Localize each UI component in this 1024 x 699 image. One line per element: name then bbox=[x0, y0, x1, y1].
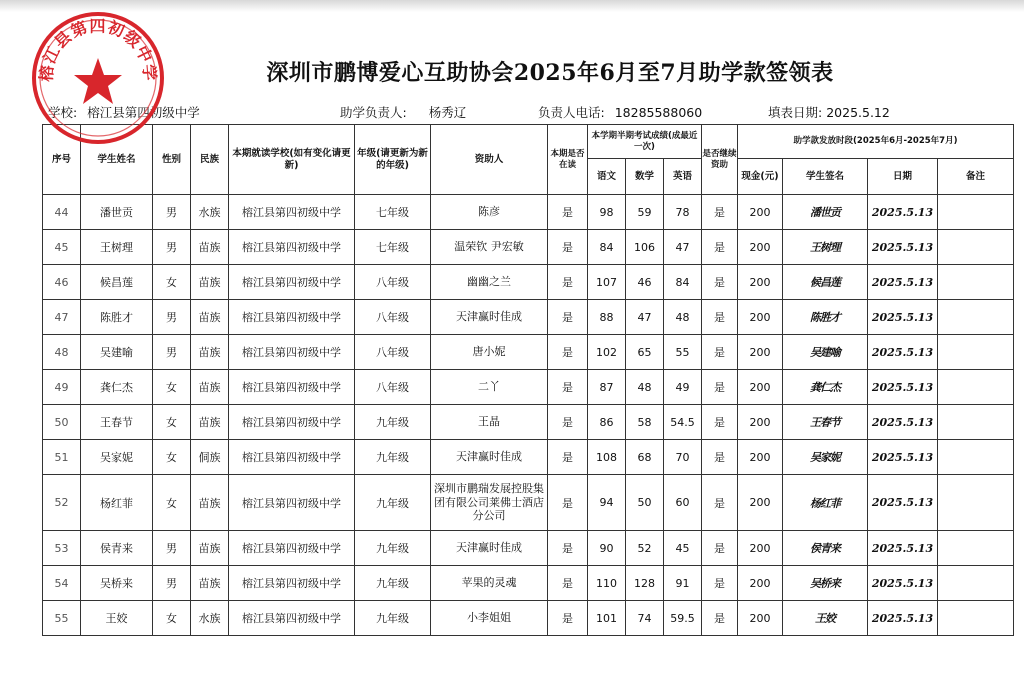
cell-grade: 七年级 bbox=[355, 230, 431, 265]
cell-signature: 王树理 bbox=[783, 230, 868, 265]
cell-signature: 吴桥来 bbox=[783, 566, 868, 601]
cell-math: 46 bbox=[626, 265, 664, 300]
col-enrolled-header: 本期是否在读 bbox=[548, 125, 588, 195]
cell-continue: 是 bbox=[702, 531, 738, 566]
col-name-header: 学生姓名 bbox=[81, 125, 153, 195]
cell-math: 128 bbox=[626, 566, 664, 601]
cell-sign-date: 2025.5.13 bbox=[868, 405, 938, 440]
cell-no: 54 bbox=[43, 566, 81, 601]
cell-signature: 王姣 bbox=[783, 601, 868, 636]
cell-continue: 是 bbox=[702, 300, 738, 335]
cell-continue: 是 bbox=[702, 405, 738, 440]
cell-school: 榕江县第四初级中学 bbox=[229, 531, 355, 566]
col-cash-header: 现金(元) bbox=[738, 159, 783, 195]
cell-signature: 龚仁杰 bbox=[783, 370, 868, 405]
cell-signature: 王春节 bbox=[783, 405, 868, 440]
seal-star-icon bbox=[74, 58, 122, 104]
manager-field bbox=[340, 103, 466, 121]
cell-name: 候昌莲 bbox=[81, 265, 153, 300]
cell-no: 50 bbox=[43, 405, 81, 440]
cell-cash: 200 bbox=[738, 300, 783, 335]
cell-name: 陈胜才 bbox=[81, 300, 153, 335]
col-continue-header: 是否继续资助 bbox=[702, 125, 738, 195]
cell-math: 74 bbox=[626, 601, 664, 636]
cell-chinese: 98 bbox=[588, 195, 626, 230]
cell-chinese: 87 bbox=[588, 370, 626, 405]
cell-signature: 吴家妮 bbox=[783, 440, 868, 475]
col-ethnicity-header: 民族 bbox=[191, 125, 229, 195]
cell-chinese: 107 bbox=[588, 265, 626, 300]
cell-sign-date: 2025.5.13 bbox=[868, 531, 938, 566]
cell-english: 48 bbox=[664, 300, 702, 335]
cell-school: 榕江县第四初级中学 bbox=[229, 566, 355, 601]
cell-cash: 200 bbox=[738, 601, 783, 636]
cell-continue: 是 bbox=[702, 370, 738, 405]
cell-ethnicity: 苗族 bbox=[191, 335, 229, 370]
date-field bbox=[768, 103, 890, 121]
cell-name: 吴家妮 bbox=[81, 440, 153, 475]
cell-enrolled: 是 bbox=[548, 601, 588, 636]
cell-no: 55 bbox=[43, 601, 81, 636]
table-row bbox=[43, 370, 1014, 405]
cell-donor: 深圳市鹏瑞发展控股集团有限公司莱佛士酒店分公司 bbox=[431, 475, 548, 531]
cell-ethnicity: 苗族 bbox=[191, 300, 229, 335]
cell-name: 王姣 bbox=[81, 601, 153, 636]
page-title: 深圳市鹏博爱心互助协会2025年6月至7月助学款签领表 bbox=[266, 60, 834, 86]
table-row bbox=[43, 300, 1014, 335]
col-school-header: 本期就读学校(如有变化请更新) bbox=[229, 125, 355, 195]
cell-ethnicity: 水族 bbox=[191, 601, 229, 636]
cell-ethnicity: 苗族 bbox=[191, 370, 229, 405]
cell-math: 65 bbox=[626, 335, 664, 370]
cell-math: 68 bbox=[626, 440, 664, 475]
cell-enrolled: 是 bbox=[548, 265, 588, 300]
cell-gender: 女 bbox=[153, 475, 191, 531]
cell-school: 榕江县第四初级中学 bbox=[229, 300, 355, 335]
col-no-header: 序号 bbox=[43, 125, 81, 195]
phone-label: 负责人电话: bbox=[538, 105, 605, 120]
cell-chinese: 86 bbox=[588, 405, 626, 440]
cell-chinese: 101 bbox=[588, 601, 626, 636]
cell-grade: 九年级 bbox=[355, 566, 431, 601]
cell-ethnicity: 苗族 bbox=[191, 475, 229, 531]
header-row bbox=[43, 125, 1014, 159]
cell-donor: 陈彦 bbox=[431, 195, 548, 230]
cell-enrolled: 是 bbox=[548, 405, 588, 440]
cell-grade: 九年级 bbox=[355, 475, 431, 531]
cell-signature: 侯青来 bbox=[783, 531, 868, 566]
cell-enrolled: 是 bbox=[548, 475, 588, 531]
official-seal bbox=[28, 8, 168, 148]
col-date-header: 日期 bbox=[868, 159, 938, 195]
cell-cash: 200 bbox=[738, 566, 783, 601]
cell-enrolled: 是 bbox=[548, 531, 588, 566]
cell-grade: 八年级 bbox=[355, 370, 431, 405]
cell-grade: 九年级 bbox=[355, 531, 431, 566]
cell-continue: 是 bbox=[702, 566, 738, 601]
cell-english: 47 bbox=[664, 230, 702, 265]
phone-field bbox=[538, 103, 702, 121]
cell-no: 51 bbox=[43, 440, 81, 475]
cell-donor: 天津赢时佳成 bbox=[431, 440, 548, 475]
cell-school: 榕江县第四初级中学 bbox=[229, 195, 355, 230]
cell-no: 44 bbox=[43, 195, 81, 230]
cell-enrolled: 是 bbox=[548, 230, 588, 265]
phone-value: 18285588060 bbox=[614, 105, 703, 120]
cell-donor: 唐小妮 bbox=[431, 335, 548, 370]
cell-math: 106 bbox=[626, 230, 664, 265]
cell-no: 49 bbox=[43, 370, 81, 405]
cell-chinese: 84 bbox=[588, 230, 626, 265]
cell-ethnicity: 水族 bbox=[191, 195, 229, 230]
cell-cash: 200 bbox=[738, 405, 783, 440]
cell-continue: 是 bbox=[702, 230, 738, 265]
stipend-table bbox=[42, 124, 1014, 636]
cell-no: 48 bbox=[43, 335, 81, 370]
date-label: 填表日期: bbox=[768, 105, 823, 120]
cell-grade: 八年级 bbox=[355, 300, 431, 335]
cell-remarks bbox=[938, 230, 1014, 265]
cell-name: 侯青来 bbox=[81, 531, 153, 566]
cell-school: 榕江县第四初级中学 bbox=[229, 601, 355, 636]
cell-ethnicity: 侗族 bbox=[191, 440, 229, 475]
cell-name: 杨红菲 bbox=[81, 475, 153, 531]
cell-donor: 温荣钦 尹宏敏 bbox=[431, 230, 548, 265]
table-row bbox=[43, 265, 1014, 300]
table-row bbox=[43, 475, 1014, 531]
cell-grade: 九年级 bbox=[355, 405, 431, 440]
cell-name: 龚仁杰 bbox=[81, 370, 153, 405]
cell-school: 榕江县第四初级中学 bbox=[229, 265, 355, 300]
col-gender-header: 性别 bbox=[153, 125, 191, 195]
school-label: 学校: bbox=[48, 105, 78, 120]
col-scores-header: 本学期半期考试成绩(成最近一次) bbox=[588, 125, 702, 159]
cell-cash: 200 bbox=[738, 230, 783, 265]
cell-cash: 200 bbox=[738, 195, 783, 230]
cell-sign-date: 2025.5.13 bbox=[868, 230, 938, 265]
table-row bbox=[43, 531, 1014, 566]
cell-cash: 200 bbox=[738, 475, 783, 531]
cell-remarks bbox=[938, 195, 1014, 230]
cell-donor: 苹果的灵魂 bbox=[431, 566, 548, 601]
cell-math: 58 bbox=[626, 405, 664, 440]
cell-chinese: 90 bbox=[588, 531, 626, 566]
cell-sign-date: 2025.5.13 bbox=[868, 601, 938, 636]
cell-chinese: 108 bbox=[588, 440, 626, 475]
cell-sign-date: 2025.5.13 bbox=[868, 440, 938, 475]
cell-ethnicity: 苗族 bbox=[191, 265, 229, 300]
cell-math: 50 bbox=[626, 475, 664, 531]
cell-enrolled: 是 bbox=[548, 440, 588, 475]
cell-continue: 是 bbox=[702, 440, 738, 475]
cell-remarks bbox=[938, 531, 1014, 566]
cell-english: 60 bbox=[664, 475, 702, 531]
table-row bbox=[43, 230, 1014, 265]
cell-school: 榕江县第四初级中学 bbox=[229, 335, 355, 370]
table-row bbox=[43, 601, 1014, 636]
cell-signature: 吴建喻 bbox=[783, 335, 868, 370]
cell-school: 榕江县第四初级中学 bbox=[229, 370, 355, 405]
cell-grade: 八年级 bbox=[355, 335, 431, 370]
cell-chinese: 94 bbox=[588, 475, 626, 531]
cell-sign-date: 2025.5.13 bbox=[868, 475, 938, 531]
cell-donor: 小李姐姐 bbox=[431, 601, 548, 636]
cell-sign-date: 2025.5.13 bbox=[868, 566, 938, 601]
cell-no: 53 bbox=[43, 531, 81, 566]
cell-english: 70 bbox=[664, 440, 702, 475]
seal-text-path: 榕江县第四初级中学 bbox=[36, 16, 160, 83]
col-signature-header: 学生签名 bbox=[783, 159, 868, 195]
cell-name: 吴桥来 bbox=[81, 566, 153, 601]
cell-remarks bbox=[938, 335, 1014, 370]
cell-donor: 幽幽之兰 bbox=[431, 265, 548, 300]
cell-gender: 男 bbox=[153, 335, 191, 370]
cell-name: 潘世贡 bbox=[81, 195, 153, 230]
cell-remarks bbox=[938, 265, 1014, 300]
cell-english: 59.5 bbox=[664, 601, 702, 636]
cell-signature: 杨红菲 bbox=[783, 475, 868, 531]
table-row bbox=[43, 440, 1014, 475]
cell-school: 榕江县第四初级中学 bbox=[229, 440, 355, 475]
cell-no: 45 bbox=[43, 230, 81, 265]
cell-gender: 女 bbox=[153, 370, 191, 405]
cell-no: 46 bbox=[43, 265, 81, 300]
cell-name: 吴建喻 bbox=[81, 335, 153, 370]
cell-sign-date: 2025.5.13 bbox=[868, 265, 938, 300]
cell-continue: 是 bbox=[702, 335, 738, 370]
cell-math: 48 bbox=[626, 370, 664, 405]
cell-ethnicity: 苗族 bbox=[191, 230, 229, 265]
cell-gender: 男 bbox=[153, 195, 191, 230]
manager-value: 杨秀辽 bbox=[428, 105, 467, 120]
cell-gender: 女 bbox=[153, 440, 191, 475]
cell-chinese: 88 bbox=[588, 300, 626, 335]
school-value: 榕江县第四初级中学 bbox=[87, 105, 200, 120]
cell-english: 78 bbox=[664, 195, 702, 230]
cell-donor: 天津赢时佳成 bbox=[431, 300, 548, 335]
col-grade-header: 年级(请更新为新的年级) bbox=[355, 125, 431, 195]
cell-continue: 是 bbox=[702, 601, 738, 636]
cell-donor: 王晶 bbox=[431, 405, 548, 440]
table-row bbox=[43, 195, 1014, 230]
col-english-header: 英语 bbox=[664, 159, 702, 195]
cell-remarks bbox=[938, 475, 1014, 531]
cell-enrolled: 是 bbox=[548, 335, 588, 370]
cell-continue: 是 bbox=[702, 265, 738, 300]
cell-grade: 九年级 bbox=[355, 601, 431, 636]
cell-enrolled: 是 bbox=[548, 300, 588, 335]
cell-gender: 男 bbox=[153, 531, 191, 566]
cell-remarks bbox=[938, 300, 1014, 335]
cell-ethnicity: 苗族 bbox=[191, 405, 229, 440]
col-remarks-header: 备注 bbox=[938, 159, 1014, 195]
table-body bbox=[43, 195, 1014, 636]
cell-remarks bbox=[938, 370, 1014, 405]
cell-enrolled: 是 bbox=[548, 195, 588, 230]
table-row bbox=[43, 405, 1014, 440]
date-value: 2025.5.12 bbox=[826, 105, 890, 120]
cell-cash: 200 bbox=[738, 370, 783, 405]
cell-donor: 二丫 bbox=[431, 370, 548, 405]
cell-signature: 陈胜才 bbox=[783, 300, 868, 335]
col-period-header: 助学款发放时段(2025年6月-2025年7月) bbox=[738, 125, 1014, 159]
cell-enrolled: 是 bbox=[548, 566, 588, 601]
table-row bbox=[43, 566, 1014, 601]
cell-math: 52 bbox=[626, 531, 664, 566]
cell-signature: 潘世贡 bbox=[783, 195, 868, 230]
cell-gender: 男 bbox=[153, 230, 191, 265]
cell-donor: 天津赢时佳成 bbox=[431, 531, 548, 566]
cell-remarks bbox=[938, 440, 1014, 475]
cell-english: 84 bbox=[664, 265, 702, 300]
cell-grade: 九年级 bbox=[355, 440, 431, 475]
cell-sign-date: 2025.5.13 bbox=[868, 335, 938, 370]
cell-continue: 是 bbox=[702, 195, 738, 230]
cell-remarks bbox=[938, 601, 1014, 636]
cell-cash: 200 bbox=[738, 265, 783, 300]
cell-math: 47 bbox=[626, 300, 664, 335]
cell-grade: 七年级 bbox=[355, 195, 431, 230]
cell-cash: 200 bbox=[738, 335, 783, 370]
cell-gender: 女 bbox=[153, 265, 191, 300]
cell-ethnicity: 苗族 bbox=[191, 566, 229, 601]
cell-sign-date: 2025.5.13 bbox=[868, 300, 938, 335]
cell-school: 榕江县第四初级中学 bbox=[229, 230, 355, 265]
cell-chinese: 102 bbox=[588, 335, 626, 370]
cell-enrolled: 是 bbox=[548, 370, 588, 405]
cell-name: 王树理 bbox=[81, 230, 153, 265]
manager-label: 助学负责人: bbox=[340, 105, 407, 120]
cell-gender: 女 bbox=[153, 601, 191, 636]
cell-sign-date: 2025.5.13 bbox=[868, 195, 938, 230]
cell-chinese: 110 bbox=[588, 566, 626, 601]
cell-remarks bbox=[938, 405, 1014, 440]
cell-school: 榕江县第四初级中学 bbox=[229, 475, 355, 531]
cell-school: 榕江县第四初级中学 bbox=[229, 405, 355, 440]
col-chinese-header: 语文 bbox=[588, 159, 626, 195]
cell-gender: 男 bbox=[153, 300, 191, 335]
table-row bbox=[43, 335, 1014, 370]
cell-english: 49 bbox=[664, 370, 702, 405]
cell-continue: 是 bbox=[702, 475, 738, 531]
cell-grade: 八年级 bbox=[355, 265, 431, 300]
cell-cash: 200 bbox=[738, 440, 783, 475]
cell-math: 59 bbox=[626, 195, 664, 230]
cell-english: 91 bbox=[664, 566, 702, 601]
cell-ethnicity: 苗族 bbox=[191, 531, 229, 566]
cell-name: 王春节 bbox=[81, 405, 153, 440]
cell-no: 47 bbox=[43, 300, 81, 335]
cell-gender: 男 bbox=[153, 566, 191, 601]
cell-signature: 候昌莲 bbox=[783, 265, 868, 300]
cell-cash: 200 bbox=[738, 531, 783, 566]
col-math-header: 数学 bbox=[626, 159, 664, 195]
cell-english: 54.5 bbox=[664, 405, 702, 440]
cell-english: 55 bbox=[664, 335, 702, 370]
cell-gender: 女 bbox=[153, 405, 191, 440]
col-donor-header: 资助人 bbox=[431, 125, 548, 195]
cell-sign-date: 2025.5.13 bbox=[868, 370, 938, 405]
cell-no: 52 bbox=[43, 475, 81, 531]
cell-english: 45 bbox=[664, 531, 702, 566]
cell-remarks bbox=[938, 566, 1014, 601]
